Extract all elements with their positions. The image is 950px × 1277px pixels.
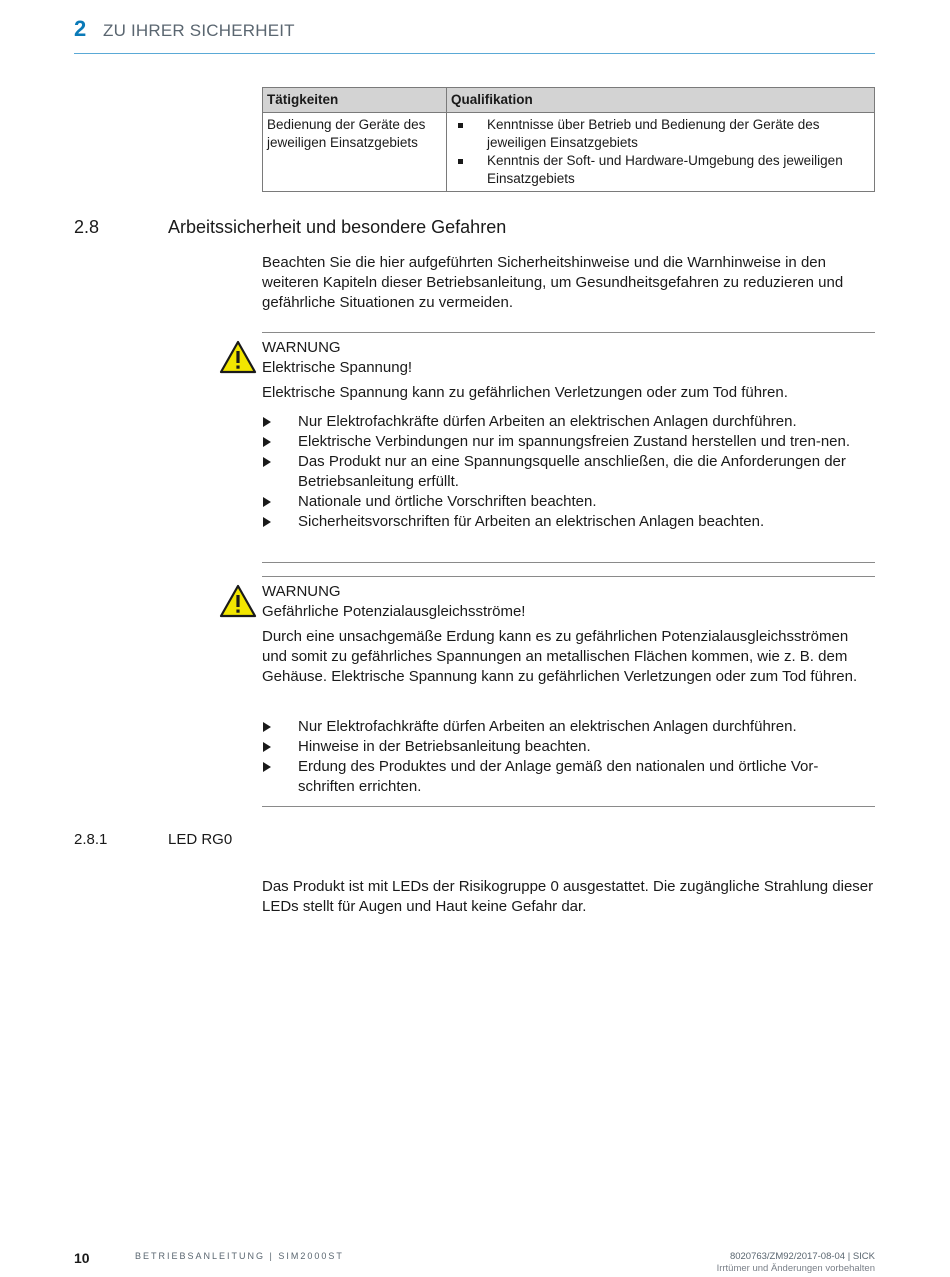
- section-title: Arbeitssicherheit und besondere Gefahren: [168, 217, 507, 237]
- table-header-activities: Tätigkeiten: [263, 88, 447, 113]
- warning-steps: [262, 412, 875, 532]
- step-text: Nur Elektrofachkräfte dürfen Arbeiten an elektrischen Anlagen durchführen.: [298, 413, 797, 430]
- section-number: 2.8: [74, 217, 100, 237]
- table-cell-activity: Bedienung der Geräte des jeweiligen Einsatzgebiets: [263, 113, 447, 192]
- warning-triangle-icon: [219, 584, 257, 618]
- table-header-row: [263, 88, 875, 113]
- list-item: [262, 452, 875, 492]
- warning-label: WARNUNG: [262, 583, 341, 600]
- step-arrow-icon: [263, 517, 271, 527]
- qualification-list: [451, 116, 870, 188]
- warning-bottom-rule: [262, 806, 875, 807]
- warning-steps: [262, 717, 875, 797]
- chapter-number: 2: [74, 16, 87, 41]
- step-arrow-icon: [263, 497, 271, 507]
- square-bullet-icon: [458, 123, 463, 128]
- step-text: Nur Elektrofachkräfte dürfen Arbeiten an elektrischen Anlagen durchführen.: [298, 718, 797, 735]
- warning-text: Elektrische Spannung kann zu gefährlichen Verletzungen oder zum Tod führen.: [262, 384, 788, 401]
- warning-bottom-rule: [262, 562, 875, 563]
- subsection-title: LED RG0: [168, 831, 233, 848]
- step-arrow-icon: [263, 742, 271, 752]
- list-item: [262, 492, 875, 512]
- square-bullet-icon: [458, 159, 463, 164]
- warning-triangle-icon: [219, 340, 257, 374]
- warning-label: WARNUNG: [262, 339, 341, 356]
- step-text: Nationale und örtliche Vorschriften beachten.: [298, 493, 597, 510]
- qualification-table: [262, 87, 875, 192]
- list-item: [262, 757, 875, 797]
- table-cell-qualifications: [447, 113, 875, 192]
- list-item: [262, 717, 875, 737]
- list-item: [451, 116, 870, 152]
- footer-doc-id: 8020763/ZM92/2017-08-04 | SICK: [729, 1251, 875, 1262]
- step-text: Hinweise in der Betriebsanleitung beachten.: [298, 738, 591, 755]
- page-number: 10: [74, 1250, 90, 1266]
- section-intro: Beachten Sie die hier aufgeführten Sicherheitshinweise und die Warnhinweise in den weiteren Kapiteln dieser Betriebsanleitung, um Gesundheitsgefahren zu reduzieren und gefährliche Situationen zu vermeiden.: [262, 254, 844, 311]
- list-item: [262, 412, 875, 432]
- footer-disclaimer: Irrtümer und Änderungen vorbehalten: [716, 1263, 875, 1274]
- step-text: Erdung des Produktes und der Anlage gemäß den nationalen und örtliche Vor-schriften errichten.: [298, 758, 819, 795]
- warning-top-rule: [262, 576, 875, 577]
- list-item: [262, 512, 875, 532]
- step-arrow-icon: [263, 457, 271, 467]
- warning-top-rule: [262, 332, 875, 333]
- warning-subtitle: Elektrische Spannung!: [262, 359, 413, 376]
- table-row: [263, 113, 875, 192]
- subsection-number: 2.8.1: [74, 831, 108, 848]
- header-divider: [74, 53, 875, 54]
- step-arrow-icon: [263, 762, 271, 772]
- table-header-qualification: Qualifikation: [447, 88, 875, 113]
- step-text: Das Produkt nur an eine Spannungsquelle anschließen, die die Anforderungen der Betriebsanleitung erfüllt.: [298, 453, 846, 490]
- step-arrow-icon: [263, 417, 271, 427]
- step-text: Elektrische Verbindungen nur im spannungsfreien Zustand herstellen und tren-nen.: [298, 433, 851, 450]
- list-item-text: Kenntnis der Soft- und Hardware-Umgebung des jeweiligen Einsatzgebiets: [487, 153, 843, 186]
- warning-text: Durch eine unsachgemäße Erdung kann es zu gefährlichen Potenzialausgleichsströmen und somit zu gefährliches Spannungen an metallischen Flächen kommen, wie z. B. dem Gehäuse. Elektrische Spannung kann zu gefährlichen Verletzungen oder zum Tod führen.: [262, 628, 858, 685]
- warning-subtitle: Gefährliche Potenzialausgleichsströme!: [262, 603, 526, 620]
- step-arrow-icon: [263, 437, 271, 447]
- list-item: [451, 152, 870, 188]
- list-item: [262, 432, 875, 452]
- list-item-text: Kenntnisse über Betrieb und Bedienung der Geräte des jeweiligen Einsatzgebiets: [487, 117, 820, 150]
- footer-doc-title: BETRIEBSANLEITUNG | SIM2000ST: [135, 1251, 344, 1261]
- chapter-title: ZU IHRER SICHERHEIT: [103, 21, 295, 40]
- step-arrow-icon: [263, 722, 271, 732]
- step-text: Sicherheitsvorschriften für Arbeiten an elektrischen Anlagen beachten.: [298, 513, 765, 530]
- list-item: [262, 737, 875, 757]
- subsection-text: Das Produkt ist mit LEDs der Risikogruppe 0 ausgestattet. Die zugängliche Strahlung dieser LEDs stellt für Augen und Haut keine Gefahr dar.: [262, 878, 874, 915]
